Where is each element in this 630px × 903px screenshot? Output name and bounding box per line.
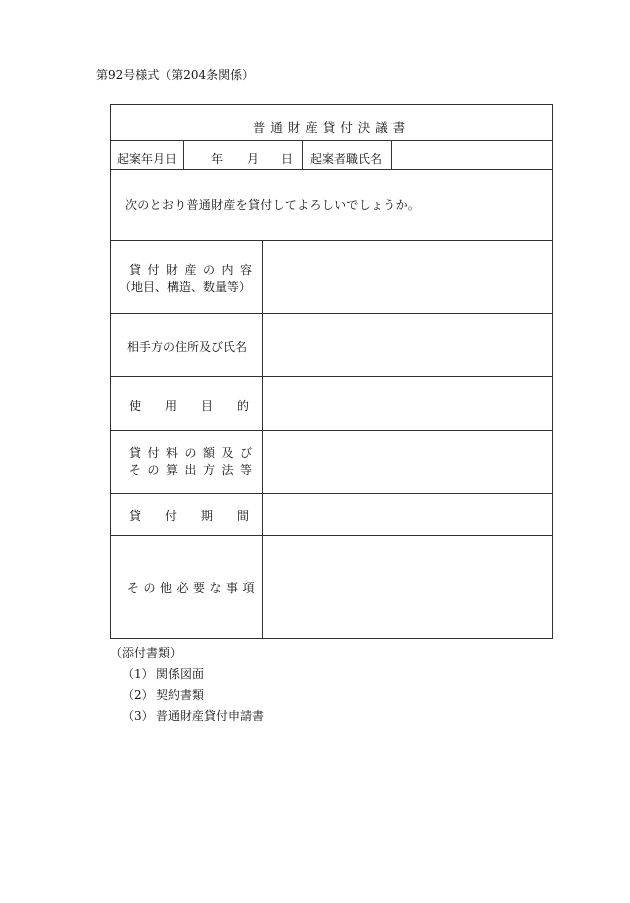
attachment-item — [122, 707, 264, 724]
row-value-field[interactable] — [263, 377, 552, 430]
drafter-label: 起案者職氏名 — [310, 152, 383, 166]
row-value-field[interactable] — [263, 494, 552, 535]
row-label-line2: （地目、構造、数量等） — [119, 280, 252, 294]
row-value-field[interactable] — [263, 431, 552, 493]
attachment-number: （1） — [122, 667, 154, 681]
row-value-field[interactable] — [263, 314, 552, 376]
divider — [111, 169, 552, 170]
row-value-field[interactable] — [263, 241, 552, 313]
attachments-heading: （添付書類） — [110, 646, 183, 660]
row-label: その他必要な事項 — [127, 581, 260, 595]
row-label-line1: 貸付料の額及び — [129, 446, 259, 460]
attachment-label: 契約書類 — [156, 688, 205, 702]
row-value-field[interactable] — [263, 536, 552, 639]
attachment-label: 関係図面 — [156, 667, 205, 681]
year-label: 年 — [211, 152, 224, 166]
attachment-label: 普通財産貸付申請書 — [156, 709, 265, 723]
attachment-item — [122, 665, 204, 682]
draft-date-label: 起案年月日 — [117, 152, 178, 166]
attachment-item — [122, 686, 204, 703]
row-label: 使用目的 — [129, 399, 274, 413]
month-label: 月 — [247, 152, 260, 166]
divider — [111, 140, 552, 141]
attachment-number: （2） — [122, 688, 154, 702]
row-label-line2: その算出方法等 — [129, 463, 259, 477]
attachment-number: （3） — [122, 709, 154, 723]
row-label-line1: 貸付財産の内容 — [129, 263, 259, 277]
form-title: 普通財産貸付決議書 — [252, 120, 411, 135]
divider — [391, 140, 392, 169]
row-label: 相手方の住所及び氏名 — [127, 340, 248, 354]
approval-statement: 次のとおり普通財産を貸付してよろしいでしょうか。 — [125, 198, 421, 212]
day-label: 日 — [281, 152, 294, 166]
row-label: 貸付期間 — [129, 509, 274, 523]
form-number: 第92号様式（第204条関係） — [96, 68, 255, 82]
divider — [183, 140, 184, 169]
divider — [302, 140, 303, 169]
resolution-form-table — [110, 104, 553, 639]
